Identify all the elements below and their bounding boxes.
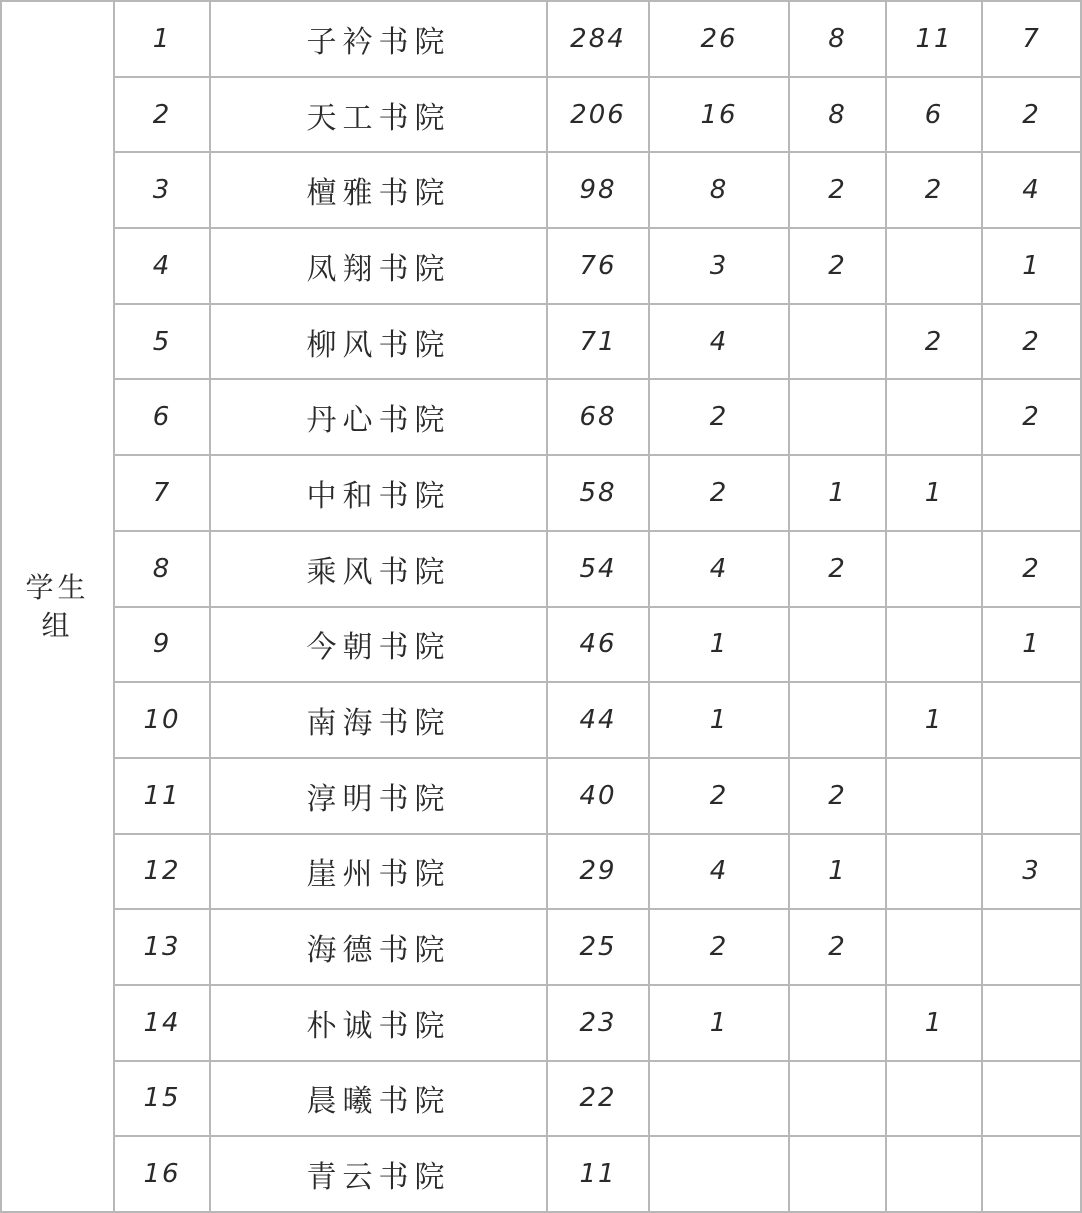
value-cell-4 [886,1136,982,1212]
value-cell-5 [982,682,1081,758]
value-cell-5: 2 [982,531,1081,607]
value-cell-3: 1 [789,455,886,531]
value-cell-4: 1 [886,985,982,1061]
value-cell-3: 8 [789,1,886,77]
rank-cell: 10 [114,682,210,758]
rank-cell: 1 [114,1,210,77]
value-cell-3 [789,607,886,683]
value-cell-3 [789,1136,886,1212]
academy-name-cell: 崖州书院 [210,834,547,910]
table-row [1,834,1081,910]
value-cell-1: 11 [547,1136,649,1212]
value-cell-3: 2 [789,909,886,985]
value-cell-2: 1 [649,607,789,683]
academy-name-cell: 中和书院 [210,455,547,531]
academy-name-cell: 柳风书院 [210,304,547,380]
academy-name-cell: 晨曦书院 [210,1061,547,1137]
value-cell-4 [886,531,982,607]
value-cell-2: 2 [649,455,789,531]
value-cell-3 [789,985,886,1061]
rank-cell: 5 [114,304,210,380]
value-cell-1: 40 [547,758,649,834]
value-cell-5: 2 [982,77,1081,153]
value-cell-3: 1 [789,834,886,910]
table-row [1,1,1081,77]
table-row [1,228,1081,304]
value-cell-1: 284 [547,1,649,77]
value-cell-5 [982,1136,1081,1212]
rank-cell: 16 [114,1136,210,1212]
value-cell-2: 1 [649,985,789,1061]
table-body [1,1,1081,1212]
value-cell-4: 6 [886,77,982,153]
value-cell-1: 206 [547,77,649,153]
table-row [1,152,1081,228]
rank-cell: 13 [114,909,210,985]
value-cell-2: 1 [649,682,789,758]
value-cell-1: 22 [547,1061,649,1137]
table-row [1,304,1081,380]
value-cell-5: 2 [982,304,1081,380]
academy-name-cell: 丹心书院 [210,379,547,455]
value-cell-2: 4 [649,834,789,910]
value-cell-3: 2 [789,758,886,834]
value-cell-1: 29 [547,834,649,910]
value-cell-5: 3 [982,834,1081,910]
table-row [1,909,1081,985]
academy-name-cell: 檀雅书院 [210,152,547,228]
academy-name-cell: 海德书院 [210,909,547,985]
table-row [1,682,1081,758]
value-cell-5: 1 [982,228,1081,304]
value-cell-4 [886,228,982,304]
rank-cell: 7 [114,455,210,531]
value-cell-1: 98 [547,152,649,228]
value-cell-2: 8 [649,152,789,228]
value-cell-4: 2 [886,304,982,380]
value-cell-2: 26 [649,1,789,77]
academy-name-cell: 南海书院 [210,682,547,758]
value-cell-1: 76 [547,228,649,304]
value-cell-3: 2 [789,152,886,228]
table-row [1,758,1081,834]
value-cell-4 [886,607,982,683]
value-cell-1: 58 [547,455,649,531]
table-row [1,985,1081,1061]
value-cell-5 [982,758,1081,834]
table-row [1,1136,1081,1212]
value-cell-5 [982,1061,1081,1137]
value-cell-3: 2 [789,228,886,304]
group-label: 学生组 [25,570,90,642]
value-cell-4: 11 [886,1,982,77]
value-cell-3 [789,682,886,758]
value-cell-2: 4 [649,531,789,607]
value-cell-3 [789,379,886,455]
rank-cell: 3 [114,152,210,228]
rank-cell: 4 [114,228,210,304]
academy-name-cell: 今朝书院 [210,607,547,683]
academy-name-cell: 淳明书院 [210,758,547,834]
value-cell-4 [886,758,982,834]
value-cell-1: 54 [547,531,649,607]
value-cell-2: 16 [649,77,789,153]
value-cell-5: 1 [982,607,1081,683]
value-cell-1: 25 [547,909,649,985]
academy-name-cell: 凤翔书院 [210,228,547,304]
academy-name-cell: 乘风书院 [210,531,547,607]
value-cell-5 [982,985,1081,1061]
group-cell [1,1,114,1212]
value-cell-3: 2 [789,531,886,607]
value-cell-1: 68 [547,379,649,455]
table-row [1,77,1081,153]
value-cell-2: 2 [649,379,789,455]
rank-cell: 2 [114,77,210,153]
value-cell-2: 3 [649,228,789,304]
value-cell-4: 1 [886,682,982,758]
value-cell-1: 46 [547,607,649,683]
value-cell-2: 2 [649,909,789,985]
rank-cell: 14 [114,985,210,1061]
value-cell-1: 23 [547,985,649,1061]
table-row [1,531,1081,607]
rank-cell: 9 [114,607,210,683]
table-row [1,379,1081,455]
value-cell-5: 2 [982,379,1081,455]
rank-cell: 12 [114,834,210,910]
academy-name-cell: 青云书院 [210,1136,547,1212]
value-cell-4 [886,1061,982,1137]
rank-cell: 8 [114,531,210,607]
value-cell-4 [886,834,982,910]
academy-name-cell: 朴诚书院 [210,985,547,1061]
value-cell-5: 7 [982,1,1081,77]
value-cell-2 [649,1136,789,1212]
value-cell-4 [886,909,982,985]
value-cell-5 [982,909,1081,985]
value-cell-4 [886,379,982,455]
value-cell-5: 4 [982,152,1081,228]
value-cell-2: 2 [649,758,789,834]
table-row [1,1061,1081,1137]
value-cell-4: 2 [886,152,982,228]
rank-cell: 11 [114,758,210,834]
value-cell-3 [789,1061,886,1137]
table-row [1,455,1081,531]
value-cell-4: 1 [886,455,982,531]
value-cell-1: 71 [547,304,649,380]
value-cell-5 [982,455,1081,531]
academy-name-cell: 天工书院 [210,77,547,153]
value-cell-3 [789,304,886,380]
value-cell-1: 44 [547,682,649,758]
academy-name-cell: 子衿书院 [210,1,547,77]
rank-cell: 15 [114,1061,210,1137]
rank-cell: 6 [114,379,210,455]
table-row [1,607,1081,683]
value-cell-3: 8 [789,77,886,153]
value-cell-2: 4 [649,304,789,380]
value-cell-2 [649,1061,789,1137]
